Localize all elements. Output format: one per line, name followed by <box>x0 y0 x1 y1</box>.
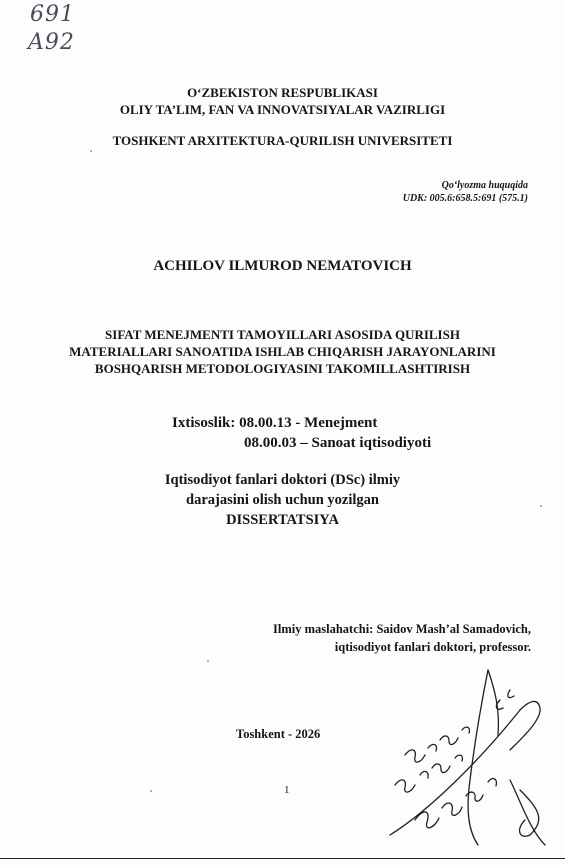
scan-speck <box>540 505 542 507</box>
title-line-1: SIFAT MENEJMENTI TAMOYILLARI ASOSIDA QURILISH <box>105 327 460 342</box>
udk-code: UDK: 005.6:658.5:691 (575.1) <box>402 193 528 204</box>
scan-speck <box>150 790 152 792</box>
page-bottom-edge <box>0 858 565 859</box>
handwritten-signature <box>370 660 560 850</box>
institution-line-1: O‘ZBEKISTON RESPUBLIKASI <box>187 85 378 100</box>
scan-speck <box>90 150 92 152</box>
manuscript-rights-label: Qo‘lyozma huquqida <box>441 180 528 191</box>
degree-line-1: Iqtisodiyot fanlari doktori (DSc) ilmiy <box>164 472 401 488</box>
advisor-line-1: Ilmiy maslahatchi: Saidov Mash’al Samadovich, <box>272 622 531 636</box>
author-name: ACHILOV ILMUROD NEMATOVICH <box>153 258 412 274</box>
title-line-2: MATERIALLARI SANOATIDA ISHLAB CHIQARISH JARAYONLARINI <box>69 344 496 359</box>
title-line-3: BOSHQARISH METODOLOGIYASINI TAKOMILLASHTIRISH <box>94 361 471 376</box>
institution-line-3: TOSHKENT ARXITEKTURA-QURILISH UNIVERSITETI <box>112 133 453 148</box>
page-number: 1 <box>284 784 290 796</box>
document-type: DISSERTATSIYA <box>226 512 339 528</box>
advisor-line-2: iqtisodiyot fanlari doktori, professor. <box>334 640 531 654</box>
institution-line-2: OLIY TA’LIM, FAN VA INNOVATSIYALAR VAZIRLIGI <box>119 102 446 117</box>
specialty-line-1: Ixtisoslik: 08.00.13 - Menejment <box>172 415 378 431</box>
specialty-line-2: 08.00.03 – Sanoat iqtisodiyoti <box>244 435 432 451</box>
degree-line-2: darajasini olish uchun yozilgan <box>186 492 379 508</box>
handwritten-number-2: A92 <box>28 30 75 55</box>
city-year: Toshkent - 2026 <box>236 727 321 741</box>
handwritten-number-1: 691 <box>30 2 75 27</box>
scan-speck <box>207 660 209 662</box>
